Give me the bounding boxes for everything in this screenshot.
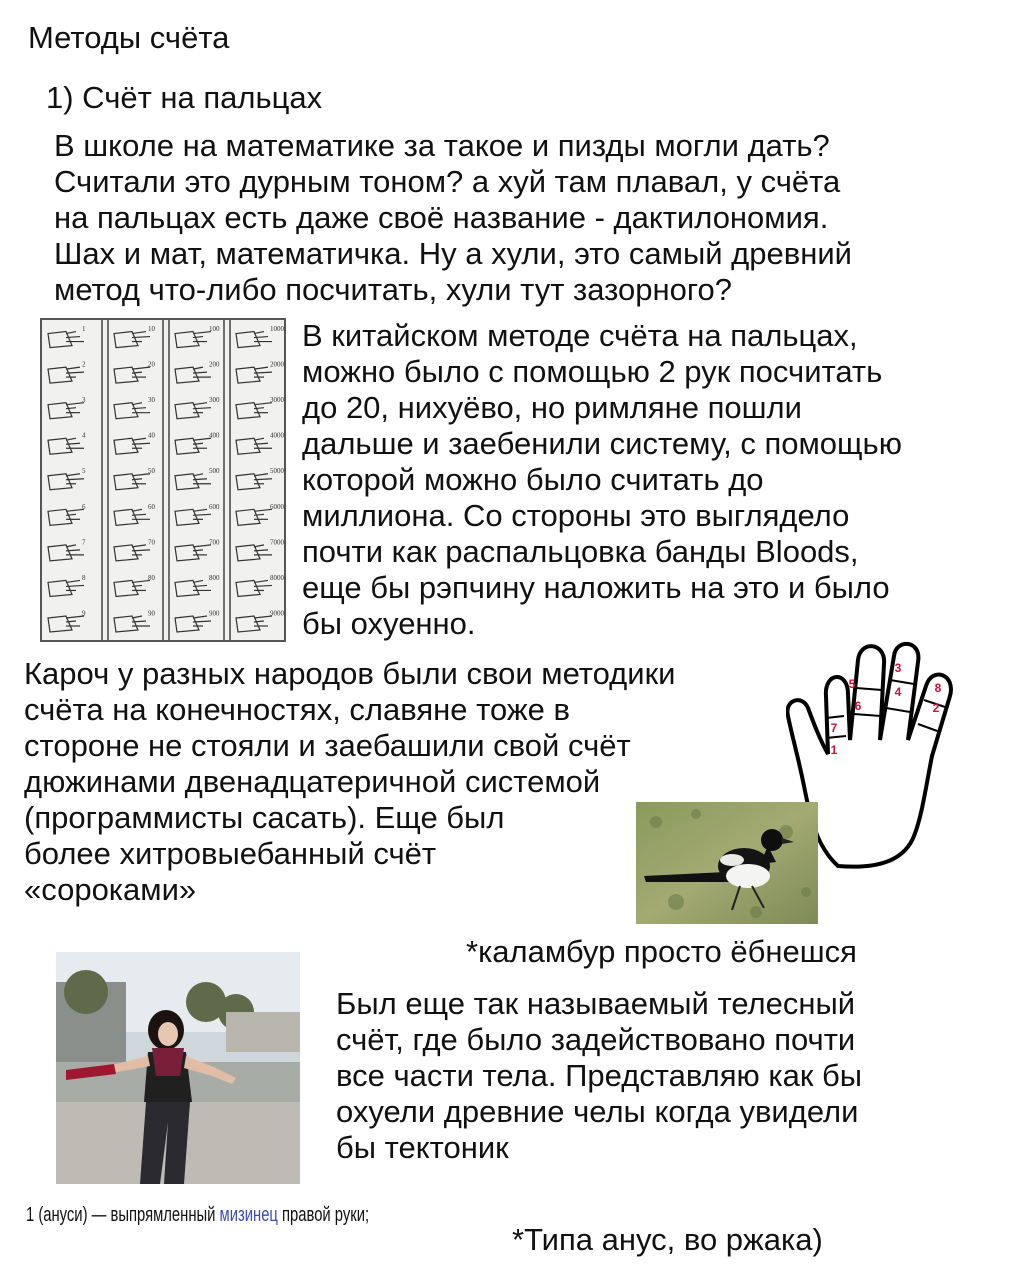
hand-digit: 4 xyxy=(894,685,902,699)
chinese-line: можно было с помощью 2 рук посчитать xyxy=(302,354,883,389)
caption-prefix: 1 (ануси) — выпрямленный xyxy=(26,1204,220,1226)
hand-sign-cell xyxy=(48,574,86,597)
table-number-label: 1000 xyxy=(270,325,284,333)
table-number-label: 10 xyxy=(148,325,155,333)
chinese-line: которой можно было считать до xyxy=(302,462,764,497)
hand-sign-cell xyxy=(114,396,156,419)
hand-sign-cell xyxy=(236,432,284,455)
slavic-line: более хитровыебанный счёт xyxy=(24,836,437,871)
body-count-line: счёт, где было задействовано почти xyxy=(336,1022,856,1057)
table-number-label: 900 xyxy=(209,609,220,618)
table-number-label: 9000 xyxy=(270,609,284,618)
hand-digit: 2 xyxy=(932,701,940,715)
hand-sign-cell xyxy=(236,574,284,597)
hand-sign-cell xyxy=(114,361,156,384)
hand-sign-cell xyxy=(48,538,86,561)
intro-line: на пальцах есть даже своё название - дактилономия. xyxy=(54,200,829,235)
hand-sign-cell xyxy=(114,574,156,597)
hand-sign-cell xyxy=(114,538,156,561)
table-number-label: 70 xyxy=(148,538,155,547)
table-number-label: 800 xyxy=(209,573,220,582)
hand-sign-cell xyxy=(48,361,86,384)
hand-sign-cell xyxy=(48,467,86,490)
body-count-line: бы тектоник xyxy=(336,1130,509,1165)
hand-digit: 7 xyxy=(830,721,838,735)
dictionary-caption xyxy=(26,1202,369,1228)
dance-photo-drawing xyxy=(56,952,300,1184)
hand-sign-cell xyxy=(175,325,220,348)
hand-sign-cell xyxy=(114,467,156,490)
page-title: Методы счёта xyxy=(28,20,230,55)
hand-sign-cell xyxy=(48,432,86,455)
intro-paragraph xyxy=(54,128,852,308)
finger-counting-table-image xyxy=(40,318,286,642)
table-number-label: 200 xyxy=(209,360,220,369)
hand-sign-cell xyxy=(175,432,220,455)
chinese-line: миллиона. Со стороны это выглядело xyxy=(302,498,850,533)
chinese-line: бы охуенно. xyxy=(302,606,476,641)
hand-sign-cell xyxy=(114,432,156,455)
table-number-label: 600 xyxy=(209,502,220,511)
hand-sign-cell xyxy=(236,503,284,526)
tecktonik-dance-photo xyxy=(56,952,300,1184)
chinese-line: еще бы рэпчину наложить на это и было xyxy=(302,570,890,605)
slavic-line: Кароч у разных народов были свои методики xyxy=(24,656,676,691)
hand-sign-cell xyxy=(48,396,86,419)
table-number-label: 50 xyxy=(148,467,155,476)
table-number-label: 2 xyxy=(82,360,86,369)
hand-sign-cell xyxy=(175,503,220,526)
slavic-method-paragraph xyxy=(24,656,675,908)
hand-sign-cell xyxy=(48,609,86,632)
chinese-line: В китайском методе счёта на пальцах, xyxy=(302,318,858,353)
intro-line: Шах и мат, математичка. Ну а хули, это самый древний xyxy=(54,236,852,271)
slavic-line: «сороками» xyxy=(24,872,197,907)
hand-digit: 5 xyxy=(848,677,856,691)
chinese-line: почти как распальцовка банды Bloods, xyxy=(302,534,859,569)
hand-sign-cell xyxy=(236,538,284,561)
table-number-label: 6 xyxy=(82,502,86,511)
hand-digit: 8 xyxy=(934,681,942,695)
hand-sign-cell xyxy=(114,609,156,632)
slavic-line: стороне не стояли и заебашили свой счёт xyxy=(24,728,631,763)
hand-sign-cell xyxy=(175,361,220,384)
slavic-line: (программисты сасать). Еще был xyxy=(24,800,505,835)
chinese-line: до 20, нихуёво, но римляне пошли xyxy=(302,390,802,425)
hand-sign-cell xyxy=(175,609,220,632)
table-number-label: 80 xyxy=(148,573,155,582)
table-number-label: 4000 xyxy=(270,431,284,440)
magpie-drawing xyxy=(636,802,818,924)
body-count-line: Был еще так называемый телесный xyxy=(336,986,856,1021)
table-number-label: 1 xyxy=(82,325,86,333)
joke-note: *Типа анус, во ржака) xyxy=(512,1222,823,1257)
hand-sign-cell xyxy=(48,325,86,348)
table-number-label: 7000 xyxy=(270,538,284,547)
hand-sign-cell xyxy=(114,325,156,348)
hand-sign-cell xyxy=(175,538,220,561)
hand-sign-cell xyxy=(48,503,86,526)
table-number-label: 8 xyxy=(82,573,86,582)
table-number-label: 40 xyxy=(148,431,155,440)
pun-note: *каламбур просто ёбнешся xyxy=(466,934,857,969)
table-number-label: 5 xyxy=(82,467,86,476)
table-number-label: 3000 xyxy=(270,396,284,405)
table-number-label: 6000 xyxy=(270,502,284,511)
body-count-line: охуели древние челы когда увидели xyxy=(336,1094,859,1129)
caption-highlight-link[interactable]: мизинец xyxy=(219,1204,278,1226)
hand-digit: 3 xyxy=(894,661,902,675)
table-number-label: 7 xyxy=(82,538,86,547)
intro-line: В школе на математике за такое и пизды могли дать? xyxy=(54,128,830,163)
magpie-photo xyxy=(636,802,818,924)
table-number-label: 30 xyxy=(148,396,155,405)
table-number-label: 60 xyxy=(148,502,155,511)
table-number-label: 8000 xyxy=(270,573,284,582)
table-number-label: 100 xyxy=(209,325,220,333)
hand-sign-cell xyxy=(175,396,220,419)
slavic-line: счёта на конечностях, славяне тоже в xyxy=(24,692,570,727)
table-number-label: 500 xyxy=(209,467,220,476)
chinese-line: дальше и заебенили систему, с помощью xyxy=(302,426,902,461)
table-number-label: 400 xyxy=(209,431,220,440)
hand-digit: 1 xyxy=(830,743,838,757)
hand-sign-cell xyxy=(114,503,156,526)
hand-sign-cell xyxy=(175,467,220,490)
table-number-label: 5000 xyxy=(270,467,284,476)
hand-sign-cell xyxy=(236,361,284,384)
intro-line: метод что-либо посчитать, хули тут зазорного? xyxy=(54,272,732,307)
hand-sign-cell xyxy=(175,574,220,597)
table-number-label: 90 xyxy=(148,609,155,618)
slavic-line: дюжинами двенадцатеричной системой xyxy=(24,764,601,799)
table-number-label: 4 xyxy=(82,431,86,440)
hand-digit: 6 xyxy=(854,699,862,713)
body-count-paragraph xyxy=(336,986,862,1166)
caption-suffix: правой руки; xyxy=(277,1204,370,1226)
hand-sign-cell xyxy=(236,325,284,348)
hand-sign-cell xyxy=(236,396,284,419)
table-number-label: 20 xyxy=(148,360,155,369)
hand-sign-cell xyxy=(236,467,284,490)
intro-line: Считали это дурным тоном? а хуй там плавал, у счёта xyxy=(54,164,841,199)
table-number-label: 9 xyxy=(82,609,86,618)
table-number-label: 300 xyxy=(209,396,220,405)
body-count-line: все части тела. Представляю как бы xyxy=(336,1058,863,1093)
table-number-label: 700 xyxy=(209,538,220,547)
table-number-label: 3 xyxy=(82,396,86,405)
section-heading: 1) Счёт на пальцах xyxy=(46,80,323,115)
chinese-method-paragraph xyxy=(302,318,902,642)
table-number-label: 2000 xyxy=(270,360,284,369)
finger-table-drawing xyxy=(42,320,284,640)
hand-sign-cell xyxy=(236,609,284,632)
